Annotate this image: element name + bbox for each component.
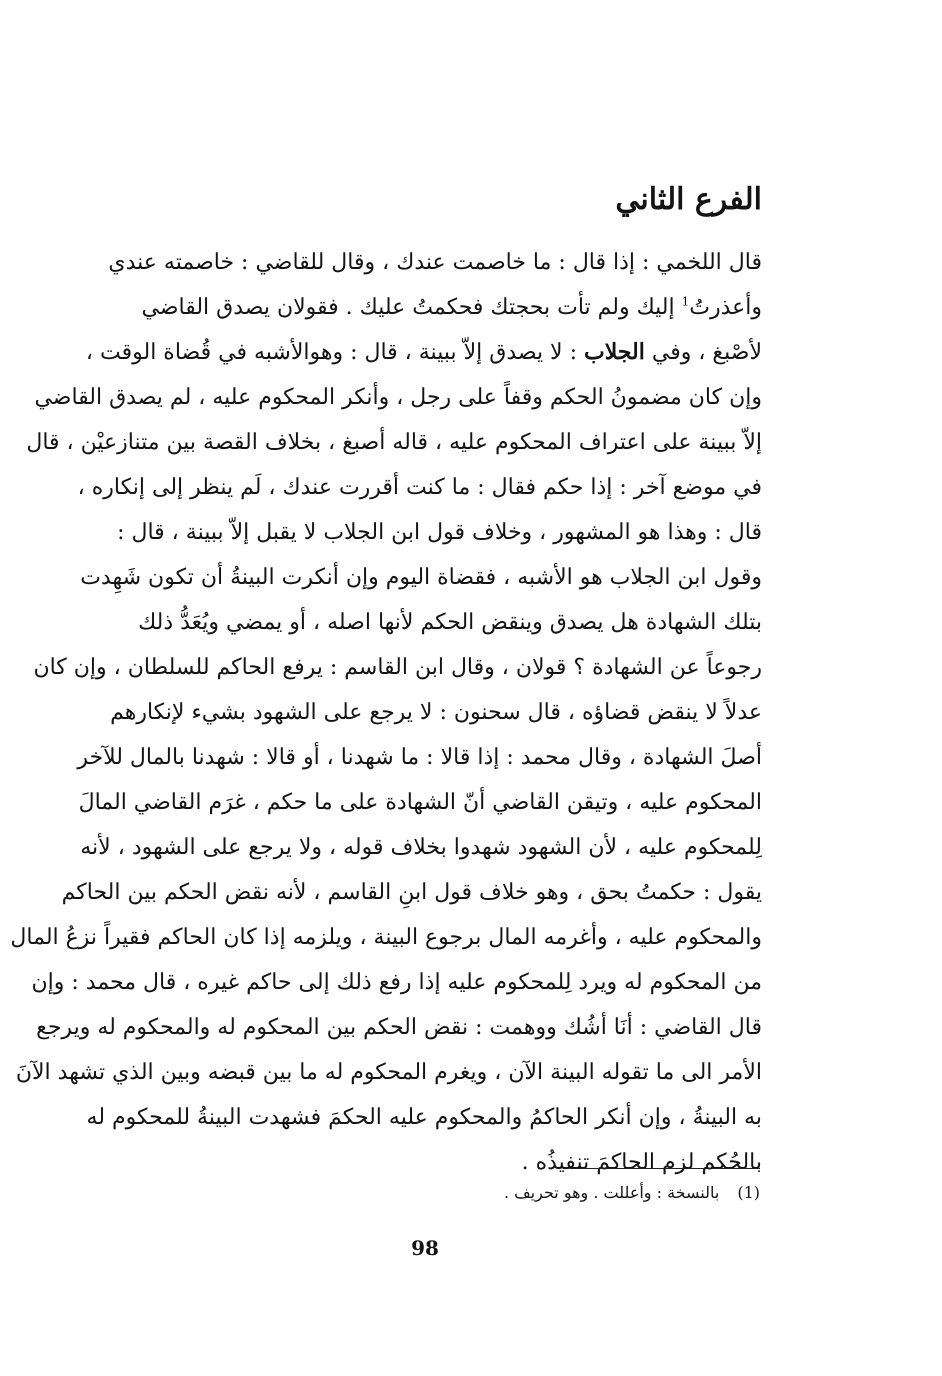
text-line: أصلَ الشهادة ، وقال محمد : إذا قالا : ما شهدنا ، أو قالا : شهدنا بالمال للآخر [77,745,762,770]
text-line: وقول ابن الجلاب هو الأشبه ، فقضاة اليوم وإن أنكرت البينةُ أن تكون شَهِدت [80,565,762,590]
text-line: إلاّ ببينة على اعتراف المحكوم عليه ، قاله أصبغ ، بخلاف القصة بين متنازعيْن ، قال [26,430,762,455]
text-line: بالحُكم لزم الحاكمَ تنفيذُه . [521,1150,762,1175]
text-line: قال : وهذا هو المشهور ، وخلاف قول ابن الجلاب لا يقبل إلاّ ببينة ، قال : [117,520,762,545]
text-segment: : لا يصدق إلاّ ببينة ، قال : وهوالأشبه في قُضاة الوقت ، [85,340,584,365]
text-segment: إليك ولم تأت بحجتك فحكمتُ عليك . فقولان يصدق القاضي [141,295,682,320]
bold-term: الجلاب [584,339,645,365]
text-line: قال اللخمي : إذا قال : ما خاصمت عندك ، وقال للقاضي : خاصمته عندي [108,250,762,275]
text-line: يقول : حكمتُ بحق ، وهو خلاف قول ابنِ القاسم ، لأنه نقض الحكم بين الحاكم [61,880,762,905]
text-line: في موضع آخر : إذا حكم فقال : ما كنت أقررت عندك ، لَم ينظر إلى إنكاره ، [77,475,762,500]
footnote-reference: 1 [681,294,690,309]
text-line: لِلمحكوم عليه ، لأن الشهود شهدوا بخلاف قوله ، ولا يرجع على الشهود ، لأنه [80,835,762,860]
text-line: بتلك الشهادة هل يصدق وينقض الحكم لأنها اصله ، أو يمضي ويُعَدُّ ذلك [138,610,762,635]
text-line: الأمر الى ما تقوله البينة الآن ، ويغرم المحكوم له ما بين قبضه وبين الذي تشهد الآنَ [15,1060,762,1085]
footnote [504,1180,760,1206]
text-line: به البينةُ ، وإن أنكر الحاكمُ والمحكوم عليه الحكمَ فشهدت البينةُ للمحكوم له [86,1105,762,1130]
footnote-number: (1) [737,1183,760,1202]
text-line [85,330,762,375]
text-line: من المحكوم له ويرد لِلمحكوم عليه إذا رفع ذلك إلى حاكم غيره ، قال محمد : وإن [31,970,762,995]
footnote-divider [570,1168,760,1169]
text-line: قال القاضي : أنَا أشُك ووهمت : نقض الحكم بين المحكوم له والمحكوم له ويرجع [36,1015,762,1040]
text-line: المحكوم عليه ، وتيقن القاضي أنّ الشهادة على ما حكم ، غرَم القاضي المالَ [78,790,762,815]
body-text [10,240,762,1185]
text-line: عدلاً لا ينقض قضاؤه ، قال سحنون : لا يرجع على الشهود بشيء لإنكارهم [110,700,762,725]
text-line [141,285,762,330]
footnote-text: بالنسخة : وأعللت . وهو تحريف . [503,1183,720,1202]
text-segment: وأعذرتُ [689,295,762,320]
page-number: 98 [411,1236,439,1260]
text-line: والمحكوم عليه ، وأغرمه المال برجوع البينة ، ويلزمه إذا كان الحاكم فقيراً نزعُ المال [10,925,762,950]
text-line: وإن كان مضمونُ الحكم وقفاً على رجل ، وأنكر المحكوم عليه ، لم يصدق القاضي [34,385,762,410]
text-line: رجوعاً عن الشهادة ؟ قولان ، وقال ابن القاسم : يرفع الحاكم للسلطان ، وإن كان [33,655,762,680]
text-segment: لأصْبغ ، وفي [644,340,762,365]
section-heading: الفرع الثاني [615,182,762,217]
